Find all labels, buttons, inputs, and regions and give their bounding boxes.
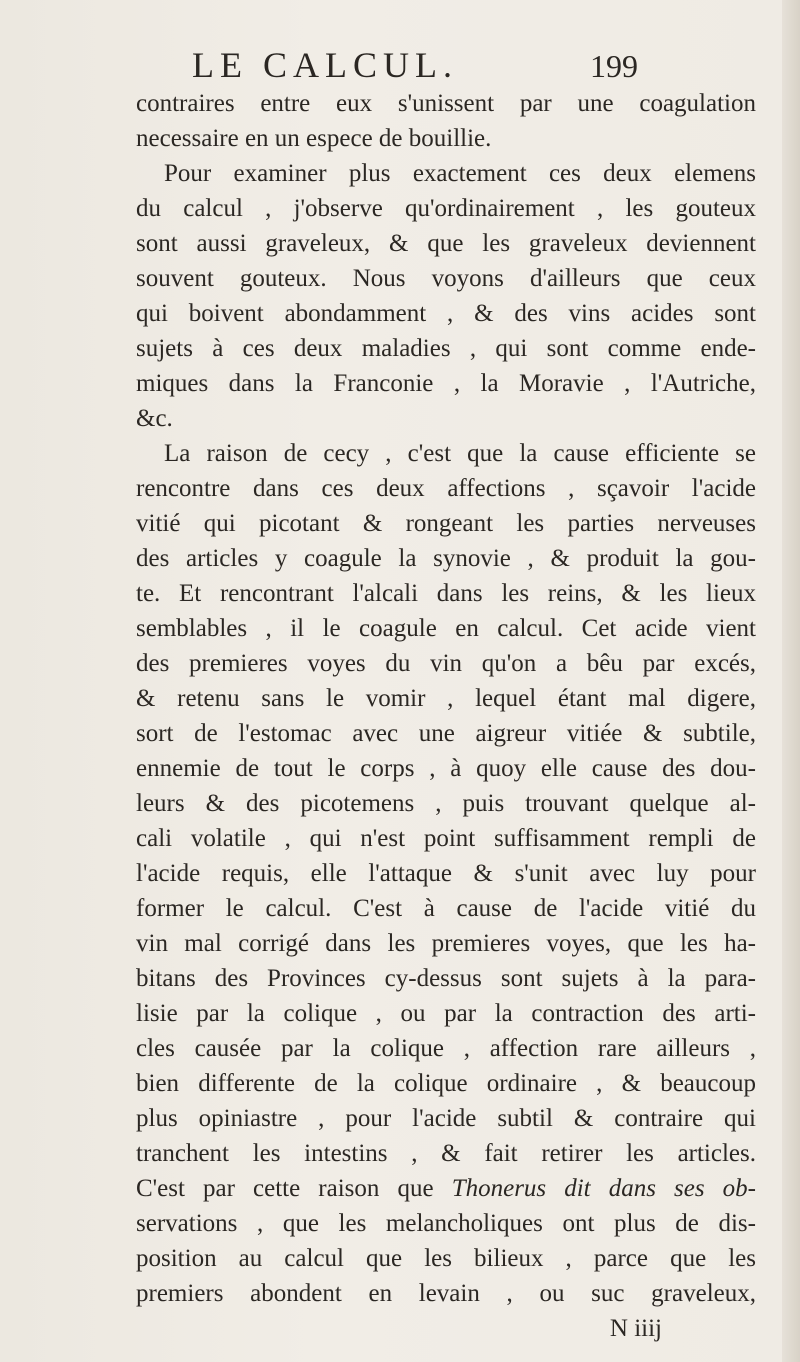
page-number: 199 xyxy=(590,48,638,84)
page-header xyxy=(0,44,800,88)
running-title: LE CALCUL. xyxy=(192,45,458,85)
text-line: cles causée par la colique , affection rare ailleurs , xyxy=(136,1035,756,1062)
text-line: l'acide requis, elle l'attaque & s'unit avec luy pour xyxy=(136,860,756,887)
body-text xyxy=(136,86,756,1346)
text-line-roman: C'est par cette raison que xyxy=(136,1175,452,1202)
text-line: du calcul , j'observe qu'ordinairement , les gouteux xyxy=(136,195,756,222)
text-line: vitié qui picotant & rongeant les parties nerveuses xyxy=(136,510,756,537)
text-line: semblables , il le coagule en calcul. Cet acide vient xyxy=(136,615,756,642)
text-line: te. Et rencontrant l'alcali dans les reins, & les lieux xyxy=(136,580,756,607)
text-line: plus opiniastre , pour l'acide subtil & contraire qui xyxy=(136,1105,756,1132)
text-line: miques dans la Franconie , la Moravie , l'Autriche, xyxy=(136,370,756,397)
text-line: lisie par la colique , ou par la contraction des arti- xyxy=(136,1000,756,1027)
text-line: necessaire en un espece de bouillie. xyxy=(136,125,492,152)
text-line: La raison de cecy , c'est que la cause efficiente se xyxy=(164,440,756,467)
text-line: rencontre dans ces deux affections , sçavoir l'acide xyxy=(136,475,756,502)
text-line: premiers abondent en levain , ou suc graveleux, xyxy=(136,1280,756,1307)
text-line: des articles y coagule la synovie , & produit la gou- xyxy=(136,545,756,572)
text-line: sont aussi graveleux, & que les graveleux deviennent xyxy=(136,230,756,257)
text-line: tranchent les intestins , & fait retirer les articles. xyxy=(136,1140,756,1167)
text-line: Pour examiner plus exactement ces deux elemens xyxy=(164,160,756,187)
text-line: bitans des Provinces cy-dessus sont sujets à la para- xyxy=(136,965,756,992)
text-line: souvent gouteux. Nous voyons d'ailleurs que ceux xyxy=(136,265,756,292)
text-line: vin mal corrigé dans les premieres voyes, que les ha- xyxy=(136,930,756,957)
text-line: bien differente de la colique ordinaire , & beaucoup xyxy=(136,1070,756,1097)
text-line: leurs & des picotemens , puis trouvant quelque al- xyxy=(136,790,756,817)
text-line: former le calcul. C'est à cause de l'acide vitié du xyxy=(136,895,756,922)
signature-mark: N iiij xyxy=(609,1315,662,1342)
text-line: des premieres voyes du vin qu'on a bêu par excés, xyxy=(136,650,756,677)
page-edge xyxy=(782,0,800,1362)
text-line: & retenu sans le vomir , lequel étant mal digere, xyxy=(136,685,756,712)
text-line: sort de l'estomac avec une aigreur vitiée & subtile, xyxy=(136,720,756,747)
text-line: contraires entre eux s'unissent par une coagulation xyxy=(136,90,756,117)
italic-citation: Thonerus dit dans ses ob- xyxy=(451,1175,756,1202)
text-line: cali volatile , qui n'est point suffisamment rempli de xyxy=(136,825,756,852)
text-line: ennemie de tout le corps , à quoy elle cause des dou- xyxy=(136,755,756,782)
text-line: sujets à ces deux maladies , qui sont comme ende- xyxy=(136,335,756,362)
text-line: qui boivent abondamment , & des vins acides sont xyxy=(136,300,756,327)
text-line: position au calcul que les bilieux , parce que les xyxy=(136,1245,756,1272)
text-line: servations , que les melancholiques ont plus de dis- xyxy=(136,1210,756,1237)
text-line: &c. xyxy=(136,405,173,432)
text-line-mixed xyxy=(136,1171,756,1206)
